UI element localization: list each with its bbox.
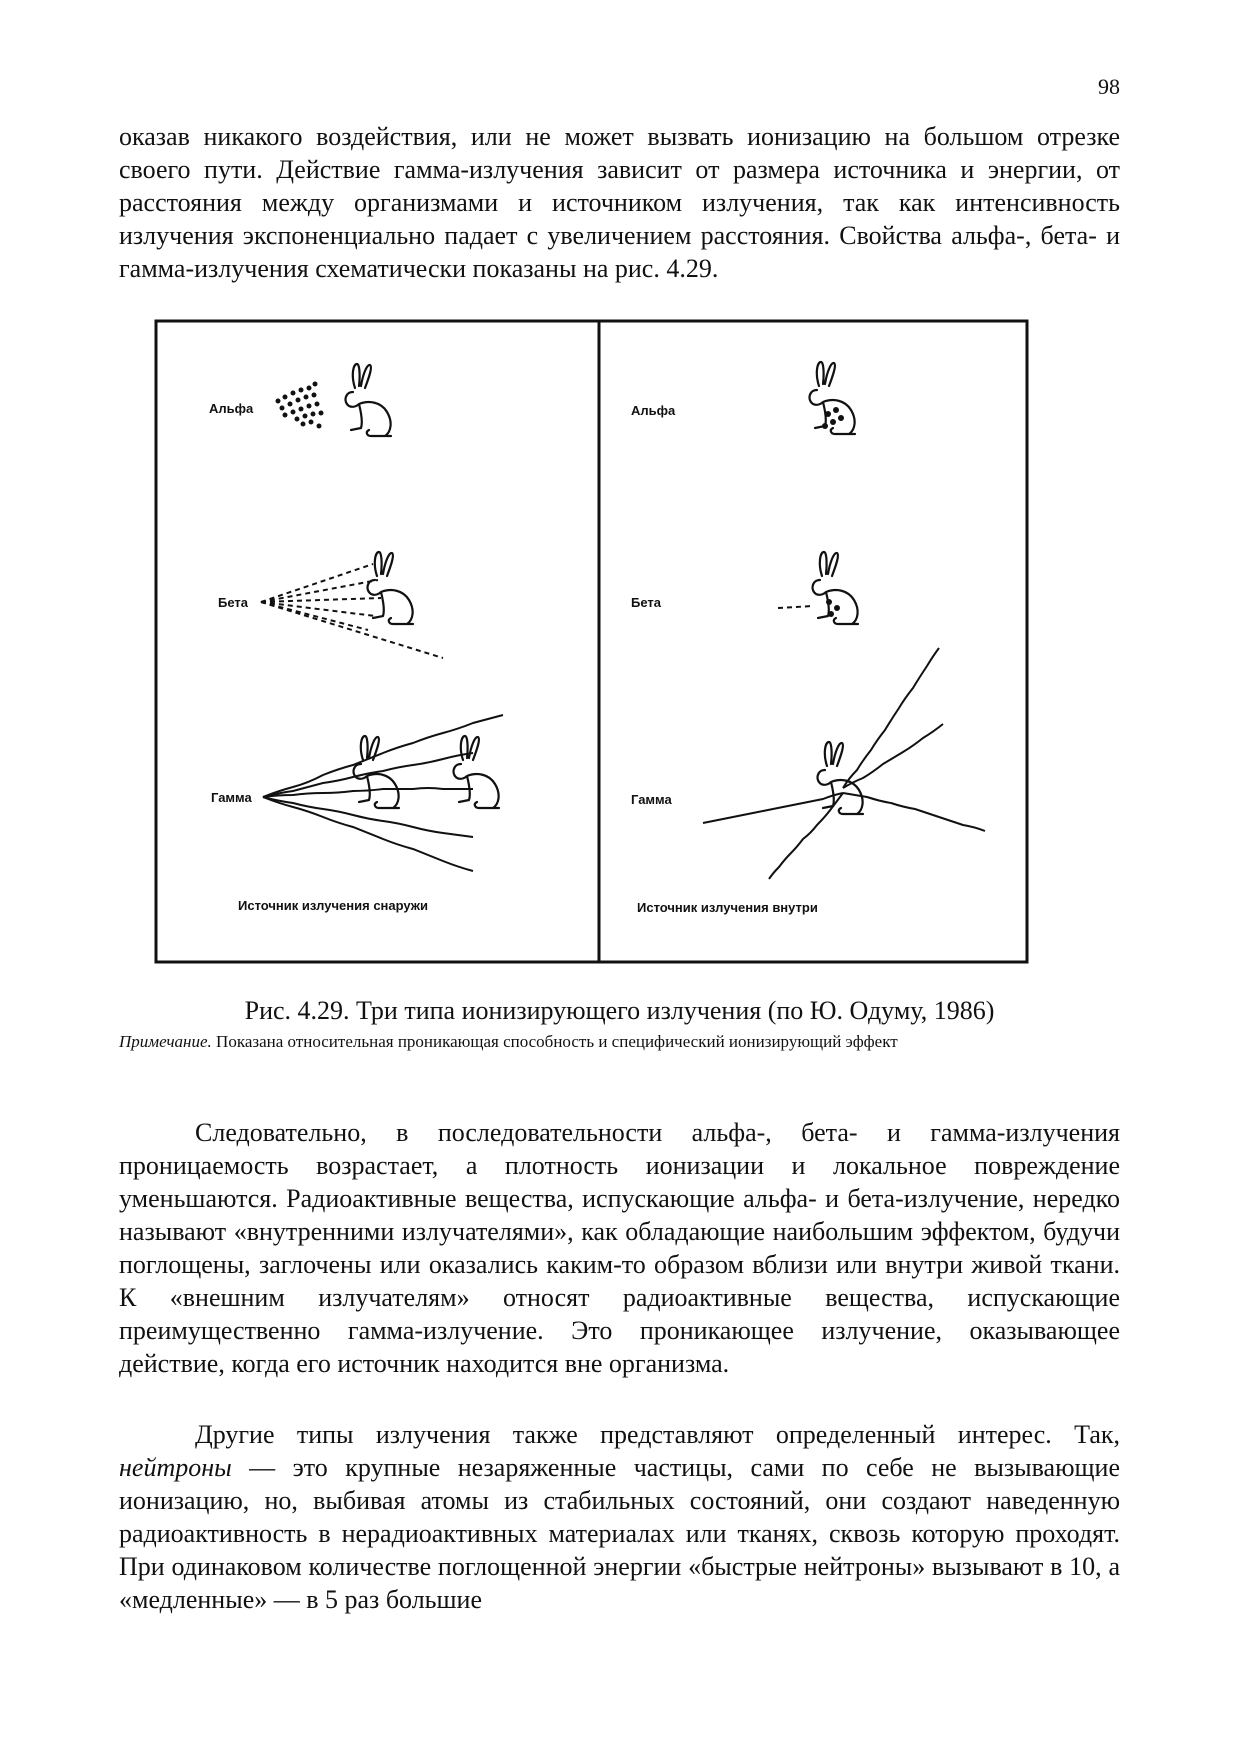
right-gamma-rays: [703, 648, 985, 879]
figure-radiation-types: [153, 318, 1031, 966]
left-panel-footer: Источник излучения снаружи: [238, 898, 428, 913]
note-label: Примечание.: [119, 1032, 212, 1051]
right-gamma-label: Гамма: [631, 792, 672, 807]
left-gamma-rabbit-far: [454, 736, 499, 808]
right-panel-footer: Источник излучения внутри: [637, 900, 818, 915]
figure-caption: Рис. 4.29. Три типа ионизирующего излучения (по Ю. Одуму, 1986): [244, 996, 995, 1025]
note-text: Показана относительная проникающая способность и специфический ионизирующий эффект: [211, 1032, 898, 1051]
page-number: 98: [1098, 74, 1120, 99]
paragraph-3: [119, 1418, 1120, 1616]
left-beta-rays: [261, 564, 443, 658]
left-alpha-label: Альфа: [209, 401, 254, 416]
right-beta-ray: [778, 606, 813, 608]
paragraph-3-text: — это крупные незаряженные частицы, сами по себе не вызывающие ионизацию, но, выбивая атомы из стабильных состояний, они создают наведенную радиоактивность в нерадиоактивных материалах или тканях, сквозь которую проходят. При одинаковом количестве поглощенной энергии «быстрые нейтроны» вызывают в 10, а «медленные» — в 5 раз большие: [119, 1453, 1120, 1614]
right-beta-rabbit: [813, 552, 858, 624]
left-gamma-label: Гамма: [211, 790, 252, 805]
left-alpha-particles: [276, 382, 324, 429]
right-alpha-label: Альфа: [631, 403, 676, 418]
paragraph-2: Следовательно, в последовательности альфа-, бета- и гамма-излучения проницаемость возрастает, а плотность ионизации и локальное повреждение уменьшаются. Радиоактивные вещества, испускающие альфа- и бета-излучение, нередко называют «внутренними излучателями», как обладающие наибольшим эффектом, будучи поглощены, заглочены или оказались каким-то образом вблизи или внутри живой ткани. К «внешним излучателям» относят радиоактивные вещества, испускающие преимущественно гамма-излучение. Это проникающее излучение, оказывающее действие, когда его источник находится вне организма.: [119, 1118, 1120, 1378]
left-beta-rabbit: [368, 552, 413, 624]
right-gamma-rabbit: [818, 742, 863, 814]
left-beta-label: Бета: [218, 595, 248, 610]
term-neutrons: нейтроны: [119, 1453, 232, 1482]
paragraph-1: оказав никакого воздействия, или не может вызвать ионизацию на большом отрезке своего пути. Действие гамма-излучения зависит от размера источника и энергии, от расстояния между организмами и источником излучения, так как интенсивность излучения экспоненциально падает с увеличением расстояния. Свойства альфа-, бета- и гамма-излучения схематически показаны на рис. 4.29.: [119, 122, 1120, 283]
paragraph-3-lead: Другие типы излучения также представляют определенный интерес. Так,: [195, 1420, 1120, 1449]
figure-frame: [156, 321, 1027, 962]
figure-note: [119, 1030, 1120, 1053]
left-alpha-rabbit: [346, 364, 391, 436]
right-beta-label: Бета: [631, 595, 661, 610]
